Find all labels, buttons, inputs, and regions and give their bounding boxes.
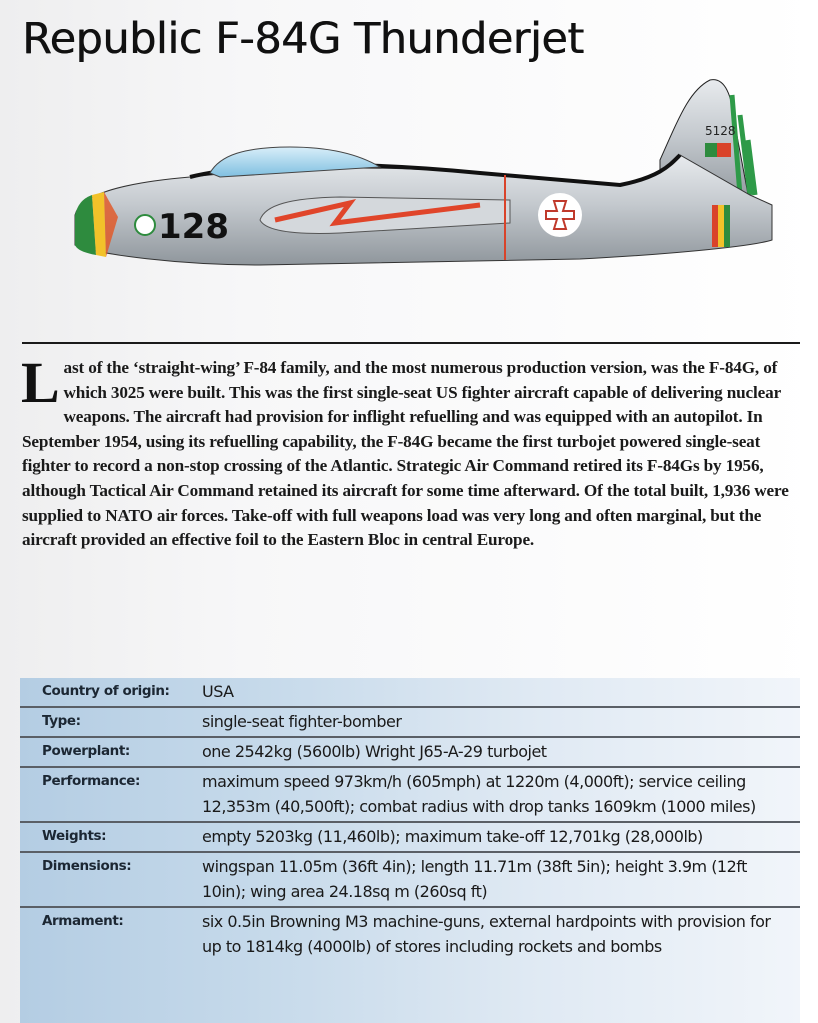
drop-cap: L [21, 350, 60, 415]
spec-row-dimensions [20, 853, 800, 908]
spec-label: Performance: [42, 773, 141, 789]
page-title: Republic F-84G Thunderjet [22, 14, 584, 64]
spec-row-performance [20, 768, 800, 823]
spec-value: empty 5203kg (11,460lb); maximum take-off 12,701kg (28,000lb) [202, 827, 703, 846]
section-divider [22, 342, 800, 344]
squadron-emblem-icon [135, 215, 155, 235]
description [21, 350, 804, 553]
tail-flag-icon [705, 143, 717, 157]
spec-value: six 0.5in Browning M3 machine-guns, external hardpoints with provision for up to 1814kg (4000lb) of stores including rockets and bombs [202, 912, 771, 956]
spec-label: Country of origin: [42, 683, 170, 699]
aircraft-illustration [60, 55, 780, 285]
description-text: ast of the ‘straight-wing’ F-84 family, and the most numerous production version, was the F-84G, of which 3025 were built. This was the first single-seat US fighter aircraft capable of delivering nuclear weapons. The aircraft had provision for inflight refuelling and was equipped with an autopilot. In September 1954, using its refuelling capability, the F-84G became the first turbojet powered single-seat fighter to record a non-stop crossing of the Atlantic. Strategic Air Command retired its F-84Gs by 1956, although Tactical Air Command retained its aircraft for some time afterward. Of the total built, 1,936 were supplied to NATO air forces. Take-off with full weapons load was very long and often marginal, but the aircraft provided an effective foil to the Eastern Bloc in central Europe. [22, 358, 789, 550]
nose-number: 128 [158, 207, 229, 247]
spec-label: Weights: [42, 828, 107, 844]
spec-row-type [20, 708, 800, 738]
specifications-table [20, 678, 800, 1023]
spec-value: maximum speed 973km/h (605mph) at 1220m (4,000ft); service ceiling 12,353m (40,500ft); combat radius with drop tanks 1609km (1000 miles) [202, 772, 756, 816]
spec-label: Dimensions: [42, 858, 132, 874]
tail-band-icon [712, 205, 718, 247]
spec-row-weights [20, 823, 800, 853]
roundel-icon [538, 193, 582, 237]
spec-row-country [20, 678, 800, 708]
spec-label: Armament: [42, 913, 124, 929]
spec-value: single-seat fighter-bomber [202, 712, 402, 731]
spec-label: Powerplant: [42, 743, 130, 759]
spec-row-armament [20, 908, 800, 961]
spec-value: one 2542kg (5600lb) Wright J65-A-29 turbojet [202, 742, 547, 761]
tail-serial: 5128 [705, 124, 736, 138]
spec-row-powerplant [20, 738, 800, 768]
spec-value: wingspan 11.05m (36ft 4in); length 11.71m (38ft 5in); height 3.9m (12ft 10in); wing area 24.18sq m (260sq ft) [202, 857, 747, 901]
spec-value: USA [202, 682, 234, 701]
spec-label: Type: [42, 713, 81, 729]
